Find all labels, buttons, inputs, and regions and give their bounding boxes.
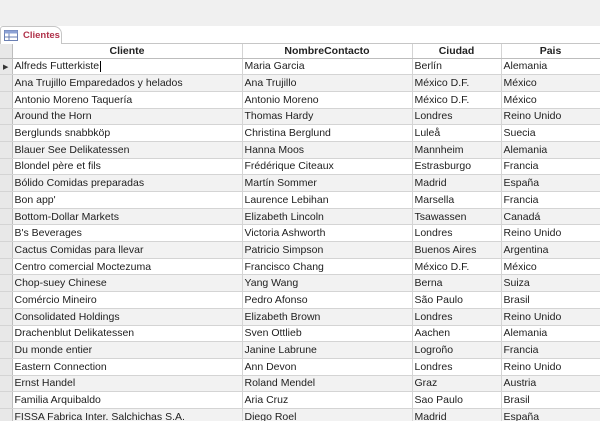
cell-text: Ana Trujillo Emparedados y helados	[14, 77, 183, 90]
cell-text: Antonio Moreno	[244, 93, 319, 106]
cell-pais[interactable]	[501, 342, 600, 359]
cell-text: Sao Paulo	[414, 394, 463, 407]
cell-nombrecontacto[interactable]	[242, 342, 412, 359]
record-selector[interactable]	[0, 375, 12, 392]
cell-nombrecontacto[interactable]	[242, 358, 412, 375]
cell-text: Aria Cruz	[244, 394, 289, 407]
cell-text: Ana Trujillo	[244, 77, 297, 90]
column-header-ciudad[interactable]: Ciudad	[412, 44, 501, 58]
cell-pais[interactable]	[501, 91, 600, 108]
cell-text: Francia	[503, 160, 539, 173]
table-row[interactable]	[0, 108, 600, 125]
table-row[interactable]	[0, 375, 600, 392]
cell-nombrecontacto[interactable]	[242, 258, 412, 275]
cell-ciudad[interactable]	[412, 242, 501, 259]
table-row[interactable]	[0, 292, 600, 309]
cell-text: Luleå	[414, 127, 441, 140]
cell-text: Brasil	[503, 293, 530, 306]
table-row[interactable]	[0, 75, 600, 92]
record-selector[interactable]	[0, 125, 12, 142]
cell-cliente[interactable]	[12, 308, 242, 325]
record-selector[interactable]	[0, 358, 12, 375]
table-row[interactable]	[0, 125, 600, 142]
cell-text: Du monde entier	[14, 344, 93, 357]
cell-text: Bólido Comidas preparadas	[14, 177, 145, 190]
cell-ciudad[interactable]	[412, 158, 501, 175]
cell-ciudad[interactable]	[412, 325, 501, 342]
cell-pais[interactable]	[501, 258, 600, 275]
cell-pais[interactable]	[501, 408, 600, 421]
text-cursor	[100, 61, 101, 72]
cell-nombrecontacto[interactable]	[242, 125, 412, 142]
cell-text: Londres	[414, 227, 453, 240]
cell-text: Francia	[503, 344, 539, 357]
cell-text: Londres	[414, 110, 453, 123]
cell-cliente[interactable]	[12, 108, 242, 125]
cell-ciudad[interactable]	[412, 108, 501, 125]
cell-ciudad[interactable]	[412, 208, 501, 225]
cell-cliente[interactable]	[12, 225, 242, 242]
cell-text: Ann Devon	[244, 360, 297, 373]
cell-ciudad[interactable]	[412, 408, 501, 421]
cell-text: México D.F.	[414, 77, 470, 90]
cell-text: Brasil	[503, 394, 530, 407]
cell-nombrecontacto[interactable]	[242, 175, 412, 192]
cell-text: Marsella	[414, 193, 455, 206]
cell-cliente[interactable]	[12, 242, 242, 259]
cell-ciudad[interactable]	[412, 125, 501, 142]
cell-ciudad[interactable]	[412, 75, 501, 92]
table-row[interactable]	[0, 91, 600, 108]
cell-text: España	[503, 177, 540, 190]
cell-text: Alemania	[503, 327, 548, 340]
cell-text: Frédérique Citeaux	[244, 160, 334, 173]
cell-text: Alemania	[503, 60, 548, 73]
record-selector[interactable]	[0, 91, 12, 108]
cell-text: Reino Unido	[503, 227, 562, 240]
cell-pais[interactable]	[501, 375, 600, 392]
cell-text: Londres	[414, 310, 453, 323]
cell-text: Reino Unido	[503, 360, 562, 373]
cell-text: Hanna Moos	[244, 143, 305, 156]
cell-text: Canadá	[503, 210, 541, 223]
cell-text: México	[503, 93, 537, 106]
cell-cliente[interactable]	[12, 292, 242, 309]
cell-text: Antonio Moreno Taquería	[14, 93, 133, 106]
table-row[interactable]	[0, 141, 600, 158]
cell-text: Logroño	[414, 344, 454, 357]
cell-text: Victoria Ashworth	[244, 227, 326, 240]
cell-ciudad[interactable]	[412, 308, 501, 325]
cell-pais[interactable]	[501, 158, 600, 175]
cell-text: Chop-suey Chinese	[14, 277, 107, 290]
cell-text: México	[503, 260, 537, 273]
cell-pais[interactable]	[501, 141, 600, 158]
cell-cliente[interactable]	[12, 342, 242, 359]
cell-text: Familia Arquibaldo	[14, 394, 101, 407]
cell-nombrecontacto[interactable]	[242, 308, 412, 325]
cell-nombrecontacto[interactable]	[242, 208, 412, 225]
cell-text: Alemania	[503, 143, 548, 156]
cell-nombrecontacto[interactable]	[242, 392, 412, 409]
column-header-cliente[interactable]: Cliente	[12, 44, 242, 58]
cell-text: Alfreds Futterkiste	[14, 60, 100, 73]
cell-ciudad[interactable]	[412, 375, 501, 392]
cell-cliente[interactable]	[12, 325, 242, 342]
cell-pais[interactable]	[501, 225, 600, 242]
cell-text: Graz	[414, 377, 438, 390]
column-header-nombrecontacto[interactable]: NombreContacto	[242, 44, 412, 58]
cell-text: Elizabeth Lincoln	[244, 210, 324, 223]
cell-ciudad[interactable]	[412, 342, 501, 359]
cell-text: Berlín	[414, 60, 442, 73]
cell-text: Elizabeth Brown	[244, 310, 321, 323]
cell-pais[interactable]	[501, 175, 600, 192]
cell-text: Roland Mendel	[244, 377, 316, 390]
record-selector[interactable]	[0, 258, 12, 275]
cell-pais[interactable]	[501, 392, 600, 409]
cell-cliente[interactable]	[12, 175, 242, 192]
cell-pais[interactable]	[501, 192, 600, 209]
record-selector[interactable]	[0, 208, 12, 225]
record-selector[interactable]	[0, 75, 12, 92]
cell-cliente[interactable]	[12, 258, 242, 275]
cell-text: Diego Roel	[244, 410, 297, 421]
cell-text: Drachenblut Delikatessen	[14, 327, 135, 340]
record-selector[interactable]	[0, 58, 12, 75]
cell-cliente[interactable]	[12, 408, 242, 421]
table-row[interactable]	[0, 342, 600, 359]
cell-text: Berglunds snabbköp	[14, 127, 111, 140]
table-icon	[4, 30, 18, 41]
cell-nombrecontacto[interactable]	[242, 75, 412, 92]
cell-text: Aachen	[414, 327, 451, 340]
record-selector[interactable]	[0, 325, 12, 342]
cell-text: Austria	[503, 377, 537, 390]
cell-text: Berna	[414, 277, 443, 290]
cell-text: São Paulo	[414, 293, 463, 306]
cell-cliente[interactable]	[12, 75, 242, 92]
cell-text: Ernst Handel	[14, 377, 76, 390]
cell-text: Cactus Comidas para llevar	[14, 243, 144, 256]
cell-text: México	[503, 77, 537, 90]
table-row[interactable]	[0, 325, 600, 342]
cell-pais[interactable]	[501, 125, 600, 142]
record-selector[interactable]	[0, 175, 12, 192]
record-selector[interactable]	[0, 192, 12, 209]
cell-text: Mannheim	[414, 143, 464, 156]
record-selector[interactable]	[0, 308, 12, 325]
cell-nombrecontacto[interactable]	[242, 408, 412, 421]
cell-text: México D.F.	[414, 260, 470, 273]
cell-ciudad[interactable]	[412, 58, 501, 75]
cell-text: Blauer See Delikatessen	[14, 143, 130, 156]
record-selector[interactable]	[0, 392, 12, 409]
cell-nombrecontacto[interactable]	[242, 375, 412, 392]
cell-ciudad[interactable]	[412, 225, 501, 242]
cell-text: Martín Sommer	[244, 177, 317, 190]
cell-pais[interactable]	[501, 275, 600, 292]
table-row[interactable]	[0, 308, 600, 325]
record-selector[interactable]	[0, 292, 12, 309]
record-selector[interactable]	[0, 275, 12, 292]
cell-cliente[interactable]	[12, 192, 242, 209]
cell-cliente[interactable]	[12, 158, 242, 175]
cell-text: Londres	[414, 360, 453, 373]
current-record-arrow-icon: ▶	[3, 64, 9, 72]
cell-text: Bon app'	[14, 193, 56, 206]
record-selector[interactable]	[0, 141, 12, 158]
cell-nombrecontacto[interactable]	[242, 58, 412, 75]
cell-text: Tsawassen	[414, 210, 467, 223]
select-all-corner[interactable]	[0, 44, 12, 58]
column-header-pais[interactable]: Pais	[501, 44, 600, 58]
cell-cliente[interactable]	[12, 275, 242, 292]
cell-text: Janine Labrune	[244, 344, 317, 357]
cell-nombrecontacto[interactable]	[242, 292, 412, 309]
cell-nombrecontacto[interactable]	[242, 242, 412, 259]
table-body	[0, 58, 600, 421]
cell-text: Centro comercial Moctezuma	[14, 260, 152, 273]
cell-pais[interactable]	[501, 58, 600, 75]
cell-text: Argentina	[503, 243, 549, 256]
cell-cliente[interactable]	[12, 125, 242, 142]
cell-nombrecontacto[interactable]	[242, 141, 412, 158]
cell-text: Pedro Afonso	[244, 293, 308, 306]
cell-text: Suecia	[503, 127, 536, 140]
table-row[interactable]	[0, 175, 600, 192]
table-row[interactable]	[0, 242, 600, 259]
cell-ciudad[interactable]	[412, 175, 501, 192]
cell-ciudad[interactable]	[412, 392, 501, 409]
cell-ciudad[interactable]	[412, 192, 501, 209]
cell-ciudad[interactable]	[412, 275, 501, 292]
table-row[interactable]	[0, 208, 600, 225]
cell-cliente[interactable]	[12, 208, 242, 225]
table-row[interactable]	[0, 408, 600, 421]
cell-text: Consolidated Holdings	[14, 310, 120, 323]
record-selector[interactable]	[0, 108, 12, 125]
table-row[interactable]	[0, 192, 600, 209]
cell-pais[interactable]	[501, 108, 600, 125]
tab-label: Clientes	[23, 30, 60, 41]
cell-text: Madrid	[414, 410, 447, 421]
table-row[interactable]	[0, 158, 600, 175]
cell-text: Francia	[503, 193, 539, 206]
cell-pais[interactable]	[501, 292, 600, 309]
cell-text: Christina Berglund	[244, 127, 331, 140]
table-row[interactable]	[0, 358, 600, 375]
cell-text: Comércio Mineiro	[14, 293, 97, 306]
cell-nombrecontacto[interactable]	[242, 192, 412, 209]
cell-text: Blondel père et fils	[14, 160, 101, 173]
table-row[interactable]	[0, 392, 600, 409]
cell-ciudad[interactable]	[412, 258, 501, 275]
cell-text: Reino Unido	[503, 310, 562, 323]
cell-cliente[interactable]	[12, 375, 242, 392]
datasheet-grid[interactable]	[0, 44, 600, 421]
cell-pais[interactable]	[501, 75, 600, 92]
cell-pais[interactable]	[501, 208, 600, 225]
cell-text: Sven Ottlieb	[244, 327, 302, 340]
cell-nombrecontacto[interactable]	[242, 225, 412, 242]
cell-cliente[interactable]	[12, 58, 242, 75]
cell-ciudad[interactable]	[412, 141, 501, 158]
cell-cliente[interactable]	[12, 358, 242, 375]
cell-text: Around the Horn	[14, 110, 92, 123]
cell-text: Laurence Lebihan	[244, 193, 329, 206]
cell-nombrecontacto[interactable]	[242, 325, 412, 342]
cell-cliente[interactable]	[12, 392, 242, 409]
cell-text: Patricio Simpson	[244, 243, 324, 256]
cell-ciudad[interactable]	[412, 358, 501, 375]
table-row[interactable]	[0, 275, 600, 292]
cell-cliente[interactable]	[12, 141, 242, 158]
cell-nombrecontacto[interactable]	[242, 158, 412, 175]
record-selector[interactable]	[0, 158, 12, 175]
cell-nombrecontacto[interactable]	[242, 91, 412, 108]
table-row[interactable]	[0, 58, 600, 75]
cell-nombrecontacto[interactable]	[242, 275, 412, 292]
cell-text: Bottom-Dollar Markets	[14, 210, 119, 223]
table-row[interactable]	[0, 258, 600, 275]
cell-pais[interactable]	[501, 242, 600, 259]
cell-text: B's Beverages	[14, 227, 82, 240]
cell-pais[interactable]	[501, 308, 600, 325]
cell-text: España	[503, 410, 540, 421]
ribbon-area	[0, 0, 600, 26]
cell-text: Reino Unido	[503, 110, 562, 123]
cell-pais[interactable]	[501, 325, 600, 342]
cell-text: Estrasburgo	[414, 160, 472, 173]
cell-cliente[interactable]	[12, 91, 242, 108]
cell-text: Maria Garcia	[244, 60, 305, 73]
cell-pais[interactable]	[501, 358, 600, 375]
cell-text: México D.F.	[414, 93, 470, 106]
clientes-table	[0, 44, 600, 421]
record-selector[interactable]	[0, 408, 12, 421]
cell-text: Buenos Aires	[414, 243, 477, 256]
cell-text: Yang Wang	[244, 277, 299, 290]
cell-text: Suiza	[503, 277, 530, 290]
cell-text: Madrid	[414, 177, 447, 190]
cell-nombrecontacto[interactable]	[242, 108, 412, 125]
record-selector[interactable]	[0, 342, 12, 359]
record-selector[interactable]	[0, 225, 12, 242]
cell-text: FISSA Fabrica Inter. Salchichas S.A.	[14, 410, 185, 421]
cell-text: Francisco Chang	[244, 260, 324, 273]
cell-text: Eastern Connection	[14, 360, 107, 373]
cell-text: Thomas Hardy	[244, 110, 314, 123]
cell-ciudad[interactable]	[412, 91, 501, 108]
record-selector[interactable]	[0, 242, 12, 259]
tab-clientes[interactable]	[0, 26, 62, 44]
header-row	[0, 44, 600, 58]
table-row[interactable]	[0, 225, 600, 242]
cell-ciudad[interactable]	[412, 292, 501, 309]
